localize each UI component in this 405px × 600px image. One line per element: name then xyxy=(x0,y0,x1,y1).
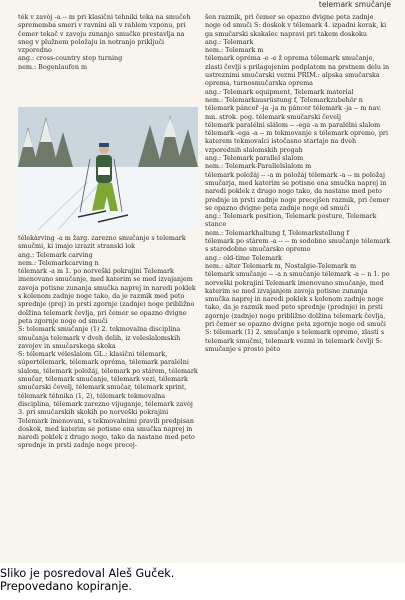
left-column-bottom xyxy=(18,234,198,450)
caption-line: Prepovedano kopiranje. xyxy=(0,580,132,593)
entry-text: télemark po stárem -a -- -- m sodobno smučanje télemark s starodobno smučarsko opremo xyxy=(205,237,391,254)
entry-text: nem.: Telemarkhaltung f, Telemarkstellung f xyxy=(205,228,350,237)
entry-text: télemark položáj -- -a m položáj télemark -a -- m položaj smučarja, med katerim se potisne ena smučka naprej in naredi poklek z drugo nogo tako, da nastane med peto prednje in prsti zadnje noge precejšen razmik, pri čemer se opazno dvigne peta zadnje noge od smuči xyxy=(205,170,390,212)
entry-text: télekàrving -a m žarg. zarezno smučanje s telemark smučmi, ki imajo izrazit stranski lok xyxy=(18,234,186,251)
entry-text: nem.: Telemarkausrüstung f, Telemarkzubehör n xyxy=(205,95,363,104)
entry-text: nem.: Telemark-Parallelslalom m xyxy=(205,162,312,171)
running-head: telemark smučanje xyxy=(318,0,391,9)
entry-text: ang.: Telemark equipment, Telemark material xyxy=(205,87,354,96)
right-column xyxy=(205,13,391,353)
entry-text: ték v zavòj -a -- m pri klasični tehniki teka na smučeh sprememba smeri v ravnini ali v rahlem vzponu, pri čemer tekač v zavoju zunanjo smučko prestavlja na sneg v plužnem položaju in notranjo priključi vzporedno xyxy=(18,13,191,55)
left-column-top xyxy=(18,13,198,71)
entry-text: ang.: Telemark position, Telemark posture, Telemark stance xyxy=(205,212,377,229)
entry-text: ang.: cross-country step turning xyxy=(18,54,123,63)
entry-text: ang.: Telemark parallel slalom xyxy=(205,154,304,163)
entry-text: nem.: Bogenlaufen m xyxy=(18,62,88,71)
entry-text: ang.: old-time Telemark xyxy=(205,253,283,262)
image-caption xyxy=(0,567,174,593)
entry-text: ang.: Telemark carving xyxy=(18,250,93,259)
entry-text: šen razmik, pri čemer se opazno dvigne peta zadnje noge od smuči S: doskok v télemark 4. izpadni korak, ki ga smučarski skakalec napravi pri takem doskoku xyxy=(205,13,387,38)
entry-text: nem.: Telemark m xyxy=(205,46,264,55)
entry-text: télemark paralélni slálom -- -ega -a m paralélni slalom télemark -ega -a -- m tekmovanje s télemark opremo, pri katerem tekmovalci istočasno startajo na dveh vzporednih slalomskih progah xyxy=(205,120,389,154)
entry-text: télemark -a m 1. po norveški pokrajini Telemark imenovano smučanje, med katerim se med izvajanjem zavoja potisne zunanja smučka naprej in naredi poklek s kolenom zadnje noge tako, da je razmik med peto sprednje (prej) in prsti zgornje (zadnje) noge približno dolžina telemark čevlja, pri čemer se opazno dvigne peta zgornje noge od smuči xyxy=(18,267,196,325)
entry-text: télemark smučanje -- -a n smučanje télemark -a -- n 1. po norveški pokrajini Telemark imenovano smučanje, med katerim se med izvajanjem zavoja potisne zunanja smučka naprej in naredi poklek s kolenom zadnje noge tako, da je razmik med peto sprednje (prednje) in prsti zgornje (zadnje) noge približno dolžina telemark čevlja, pri čemer se opazno dvigne peta zgornje noge od smuči S: télemark (1) 2. smučanje s telemark opremo, zlasti s telemark smučmi, telemark vezmi in telemark čevlji S: smučanje s prosto péto xyxy=(205,270,390,353)
entry-text: nem.: Telemarkcarving n xyxy=(18,258,99,267)
entry-text: S: telemark smučanje (1) 2. tekmovalna disciplina smučanja telemark v dveh delih, iz veleslalomskih zavojev in smučarskega skoka xyxy=(18,325,181,350)
entry-text: télemark pánceř -ja -ja m páncer télemark -ja -- m nav. mn. strok. pog. télemark smučarski čevelj xyxy=(205,104,382,121)
entry-text: ang.: Telemark xyxy=(205,37,254,46)
entry-text: S: télemark véleslalom GL.: klasični télemark, súpertélemark, télemark opréma, télemark paralélni slalom, télemark položáj, télemark po stárem, télemark smučar, télemark smučanje, télemark vezi, télemark smučarski čevelj, télemark smučar, télemark sprint, télemark téhnika (1, 2), télemark tekmovalna disciplina, télemark zarezno vijuganje, télemark zavòj 3. pri smučarskih skokih po norveški pokrajini Telemark imenovani, s tekmovalnimi pravili predpisan doskok, med katerim se potisne ena smučka naprej in naredi poklek z drugo nogo, tako da nastane med peto sprednje in prsti zadnje noge precej- xyxy=(18,350,198,450)
caption-line: Sliko je posredoval Aleš Guček. xyxy=(0,567,175,580)
entry-text: nem.: alter Telemark m, Nostalgie-Telemark m xyxy=(205,261,357,270)
entry-text: télemark opréma -e -e ž oprema télemark smučanje, zlasti čevlji s prilagojenim podplatom na prstnem delu in ustreznimi smučarski vezmi PRIM.: alpska smučarska oprema, turnosmučarska oprema xyxy=(205,54,390,88)
skier-photo xyxy=(18,107,198,230)
